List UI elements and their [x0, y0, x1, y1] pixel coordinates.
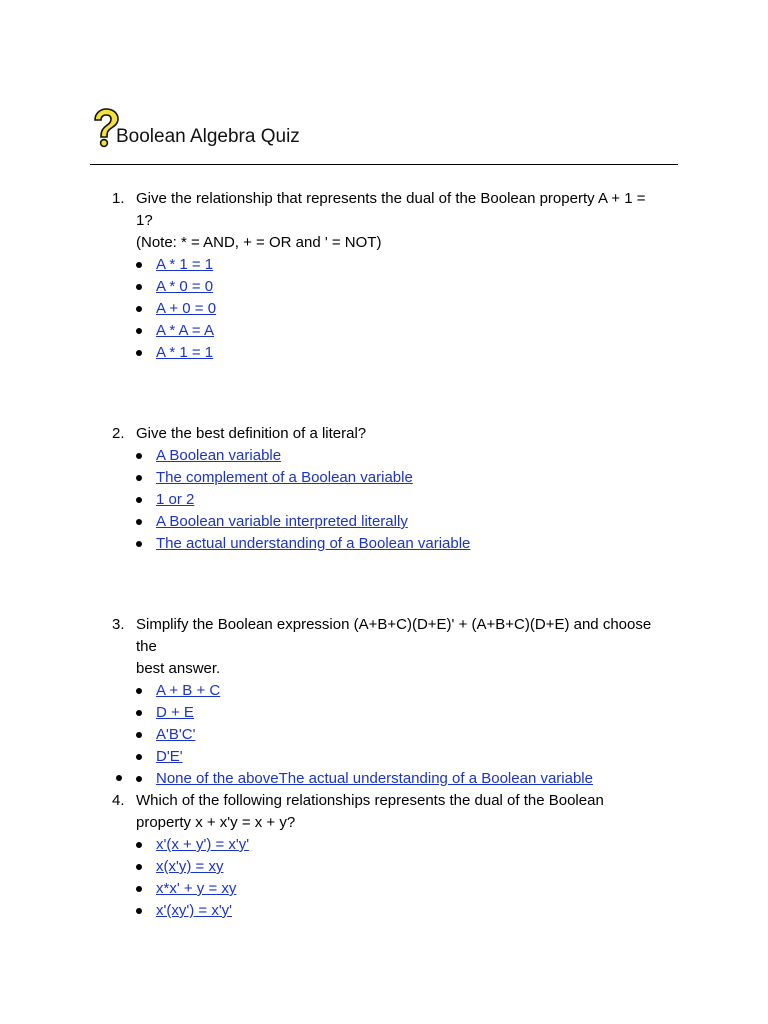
answer-option — [156, 724, 672, 746]
answer-options — [156, 445, 672, 555]
question-text: Simplify the Boolean expression (A+B+C)(D+E)' + (A+B+C)(D+E) and choose the best answer. — [136, 616, 652, 677]
question-text: Which of the following relationships represents the dual of the Boolean property x + x'y = x + y? — [136, 792, 604, 831]
answer-link[interactable]: A * 1 = 1 — [156, 344, 214, 361]
answer-link[interactable]: A'B'C' — [156, 726, 196, 743]
answer-link[interactable]: D + E — [156, 704, 194, 721]
answer-option — [156, 320, 672, 342]
page-title: Boolean Algebra Quiz — [116, 126, 300, 147]
answer-option — [156, 856, 672, 878]
answer-option — [156, 342, 672, 364]
answer-option — [156, 702, 672, 724]
answer-link[interactable]: None of the aboveThe actual understanding of a Boolean variable — [156, 770, 593, 787]
question-text: Give the best definition of a literal? — [136, 425, 367, 442]
question-number: 2. — [112, 425, 125, 442]
answer-option — [156, 298, 672, 320]
answer-option — [156, 254, 672, 276]
question-text: Give the relationship that represents the dual of the Boolean property A + 1 = 1? (Note: * = AND, + = OR and ' = NOT) — [136, 190, 646, 251]
question-1 — [112, 188, 672, 364]
question-number: 1. — [112, 190, 125, 207]
title-divider — [90, 164, 678, 165]
answer-link[interactable]: The complement of a Boolean variable — [156, 469, 413, 486]
answer-link[interactable]: x(x'y) = xy — [156, 858, 224, 875]
answer-link[interactable]: A + B + C — [156, 682, 221, 699]
answer-options — [156, 254, 672, 364]
question-number: 3. — [112, 616, 125, 633]
answer-link[interactable]: A + 0 = 0 — [156, 300, 217, 317]
answer-option — [156, 834, 672, 856]
answer-option — [156, 276, 672, 298]
answer-option — [156, 680, 672, 702]
empty-bullet — [116, 775, 122, 781]
answer-link[interactable]: x*x' + y = xy — [156, 880, 237, 897]
answer-option — [156, 900, 672, 922]
question-3 — [112, 614, 672, 790]
answer-option — [156, 445, 672, 467]
answer-option — [156, 746, 672, 768]
quiz-header — [90, 108, 680, 164]
answer-link[interactable]: A * 1 = 1 — [156, 256, 214, 273]
answer-options — [156, 680, 672, 790]
answer-link[interactable]: The actual understanding of a Boolean variable — [156, 535, 471, 552]
question-number: 4. — [112, 792, 125, 809]
question-4 — [112, 790, 672, 922]
answer-option — [156, 878, 672, 900]
answer-option — [156, 467, 672, 489]
answer-link[interactable]: A Boolean variable — [156, 447, 282, 464]
answer-option — [156, 511, 672, 533]
answer-options — [156, 834, 672, 922]
answer-link[interactable]: A Boolean variable interpreted literally — [156, 513, 408, 530]
answer-link[interactable]: x'(xy') = x'y' — [156, 902, 233, 919]
answer-link[interactable]: x'(x + y') = x'y' — [156, 836, 250, 853]
answer-link[interactable]: A * A = A — [156, 322, 214, 339]
answer-link[interactable]: D'E' — [156, 748, 183, 765]
answer-link[interactable]: A * 0 = 0 — [156, 278, 214, 295]
question-2 — [112, 423, 672, 555]
answer-option — [156, 489, 672, 511]
answer-option — [156, 533, 672, 555]
answer-link[interactable]: 1 or 2 — [156, 491, 195, 508]
answer-option — [156, 768, 672, 790]
